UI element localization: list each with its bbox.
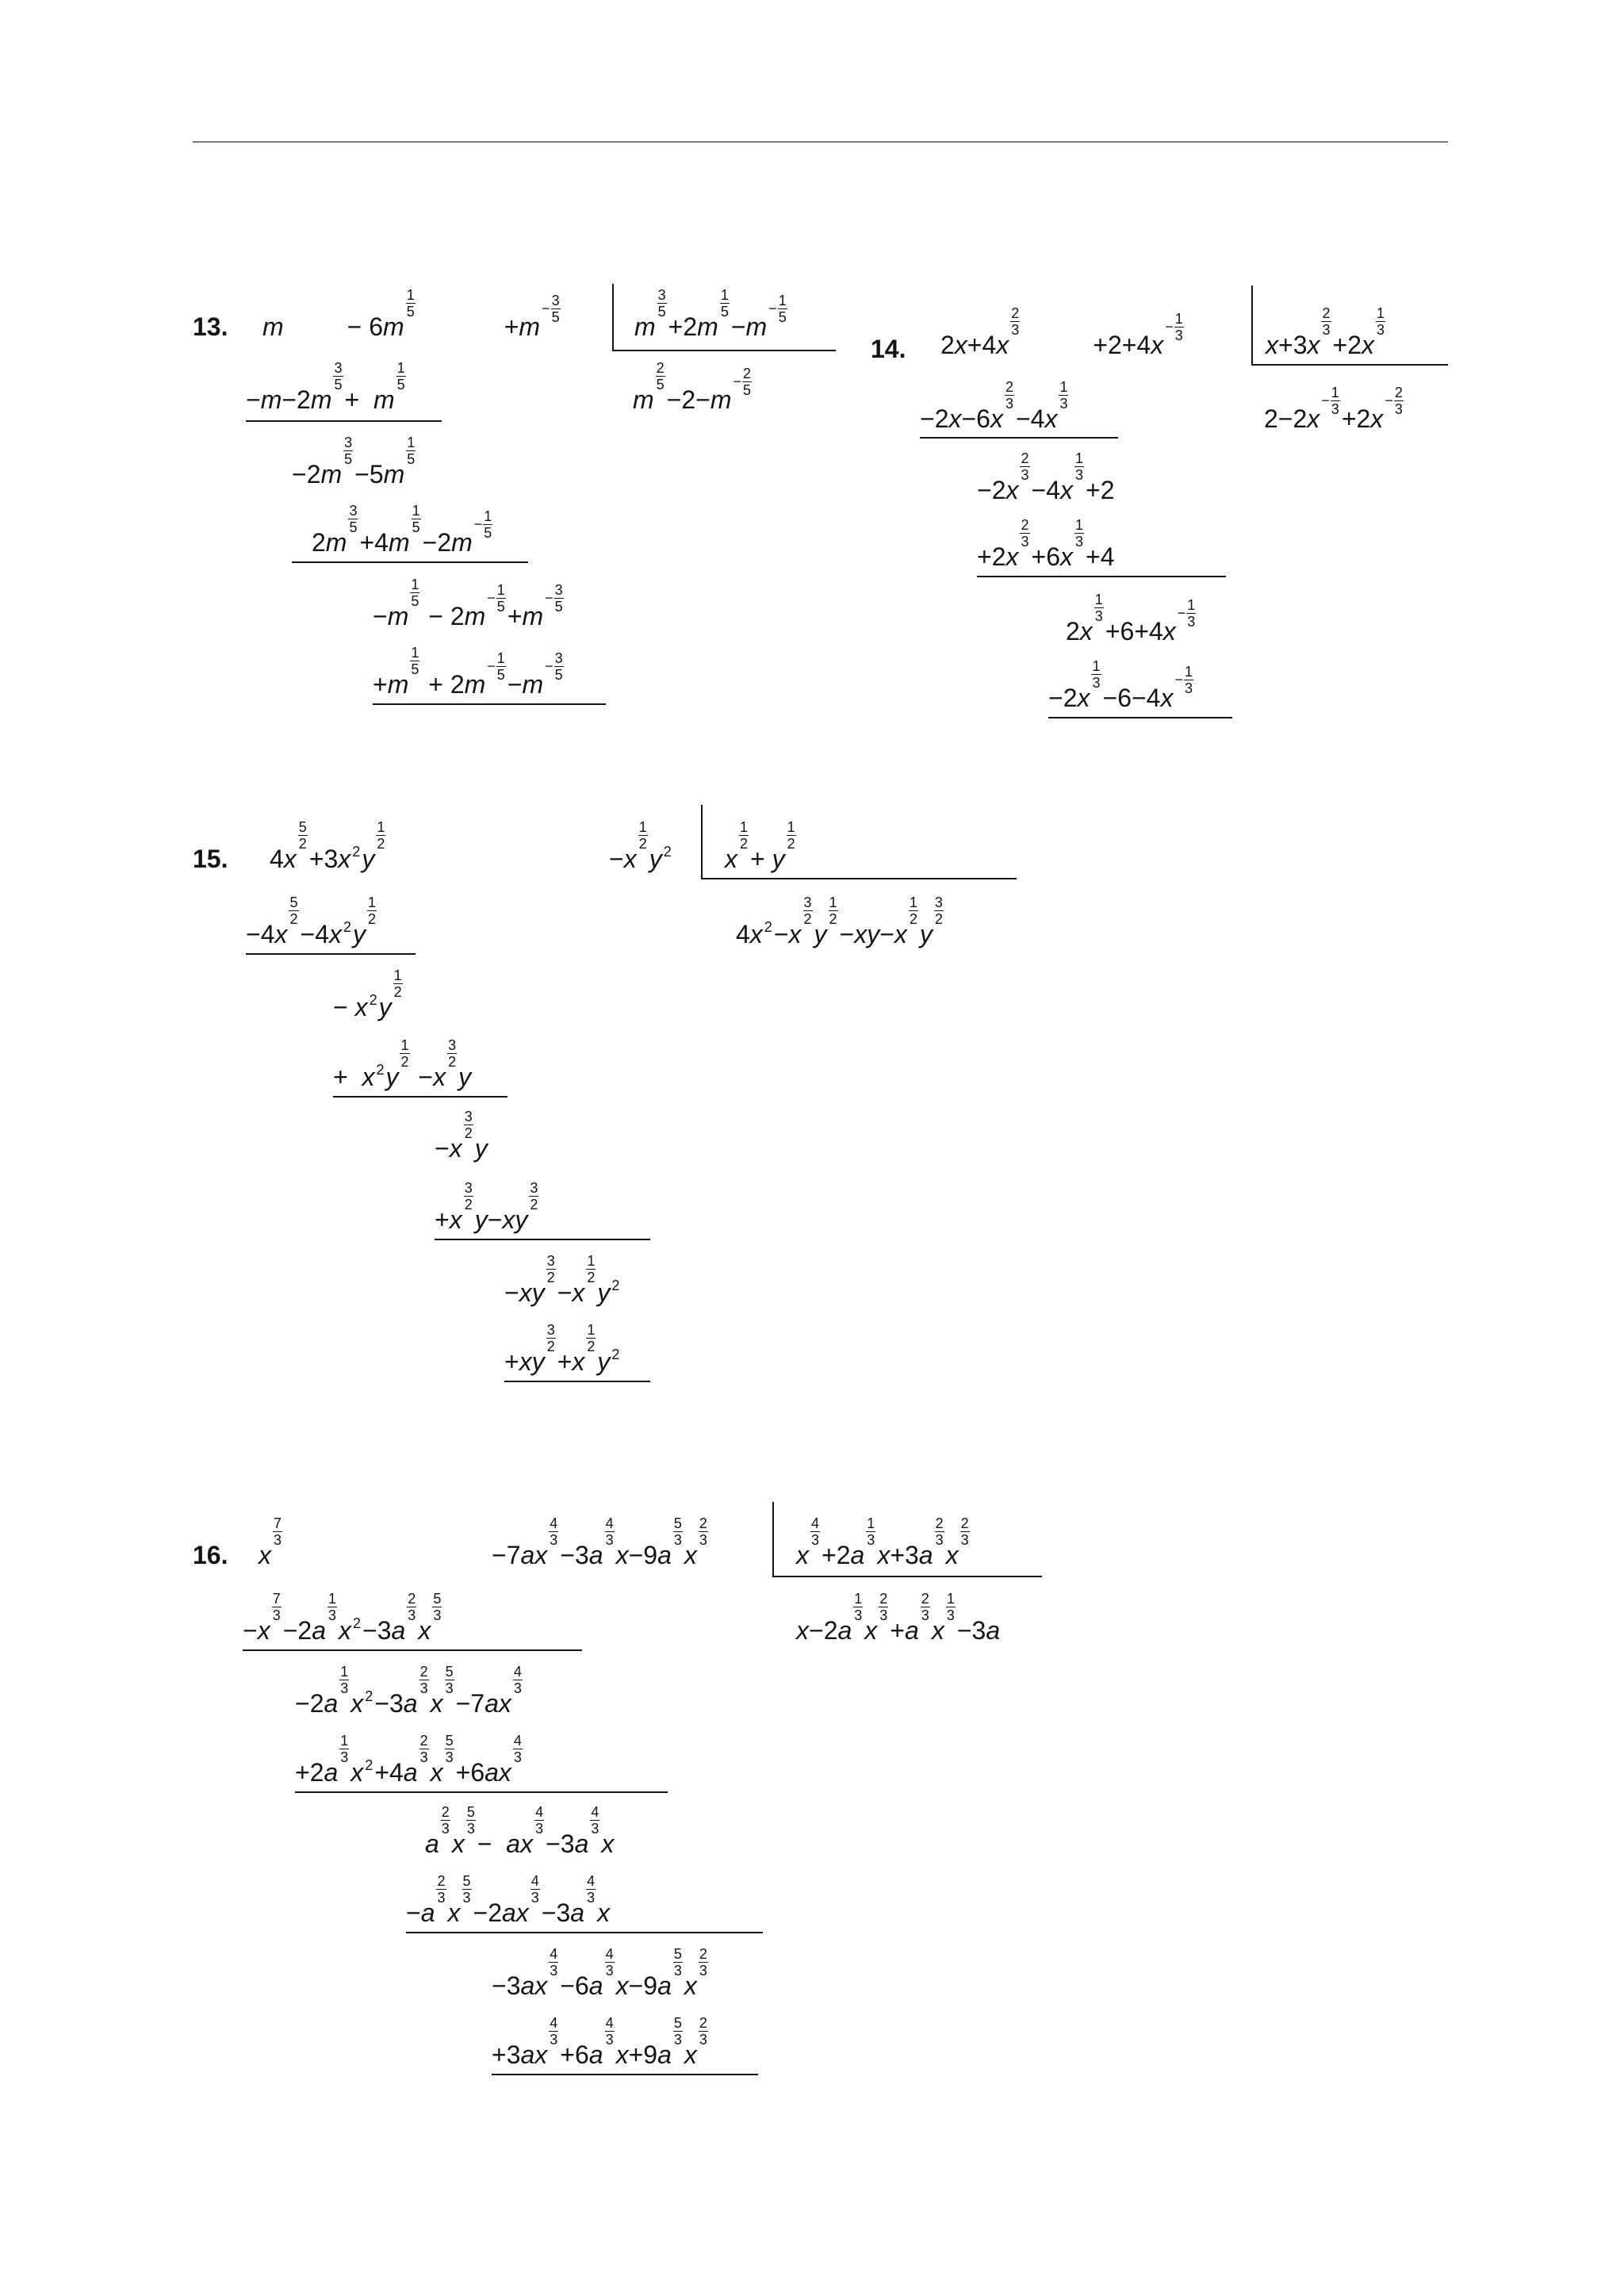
p13-line-1 [246,420,442,422]
p16-step-7: +3ax $\frac{4}{3}$ +6a $\frac{4}{3}$ x+9a $\frac{5}{3}$ x $\frac{2}{3}$ [492,2015,707,2069]
problem-13-number: 13. [193,312,228,341]
p16-dividend-rest: −7ax $\frac{4}{3}$ −3a $\frac{4}{3}$ x−9a $\frac{5}{3}$ x $\frac{2}{3}$ [492,1515,707,1569]
p16-line-4 [492,2074,758,2075]
p14-quotient-line [1251,364,1448,366]
p13-step-4: −m $\frac{1}{5}$ − 2m − $\frac{1}{5}$ +m − $\frac{3}{5}$ [373,577,563,630]
p14-division-bar [1251,285,1253,365]
p14-step-1: −2x−6x $\frac{2}{3}$ −4x $\frac{1}{3}$ [920,379,1068,433]
p14-divisor: x+3x $\frac{2}{3}$ +2x $\frac{1}{3}$ [1266,305,1385,359]
p13-quotient: m $\frac{2}{5}$ −2−m − $\frac{2}{5}$ [633,360,752,414]
p15-step-3: + x 2y $\frac{1}{2}$ −x $\frac{3}{2}$ y [333,1037,472,1091]
p16-line-1 [243,1649,582,1651]
p15-step-2: − x 2y $\frac{1}{2}$ [333,967,402,1021]
p15-step-1: −4x $\frac{5}{2}$ −4x 2y $\frac{1}{2}$ [246,895,377,948]
p15-step-6: −xy $\frac{3}{2}$ −x $\frac{1}{2}$ y 2 [504,1253,620,1307]
p14-line-3 [1048,717,1232,718]
p15-line-1 [246,953,416,955]
p14-step-3: +2x $\frac{2}{3}$ +6x $\frac{1}{3}$ +4 [977,517,1115,571]
p13-division-bar [612,284,614,351]
p14-line-1 [920,437,1118,439]
p16-step-4: a $\frac{2}{3}$ x $\frac{5}{3}$ − ax $\frac{4}{3}$ −3a $\frac{4}{3}$ x [425,1804,615,1858]
p16-quotient: x−2a $\frac{1}{3}$ x $\frac{2}{3}$ +a $\frac{2}{3}$ x $\frac{1}{3}$ −3a [796,1591,1001,1645]
problem-14-number: 14. [871,335,906,363]
p14-quotient: 2−2x − $\frac{1}{3}$ +2x − $\frac{2}{3}$ [1264,384,1403,433]
p16-step-2: −2a $\frac{1}{3}$ x 2−3a $\frac{2}{3}$ x $\frac{5}{3}$ −7ax $\frac{4}{3}$ [295,1664,522,1718]
p15-step-7: +xy $\frac{3}{2}$ +x $\frac{1}{2}$ y 2 [504,1322,620,1376]
p16-step-1: −x $\frac{7}{3}$ −2a $\frac{1}{3}$ x 2−3a $\frac{2}{3}$ x $\frac{5}{3}$ [243,1591,442,1645]
problem-15-number: 15. [193,845,228,873]
problem-16-number: 16. [193,1541,228,1569]
p13-line-3 [373,703,606,705]
p16-line-2 [295,1791,668,1793]
p16-line-3 [406,1932,763,1933]
p14-step-2: −2x $\frac{2}{3}$ −4x $\frac{1}{3}$ +2 [977,450,1115,504]
header-rule [193,141,1448,143]
p13-dividend: m − 6m $\frac{1}{5}$ +m − $\frac{3}{5}$ [262,287,560,341]
p16-dividend: x $\frac{7}{3}$ [259,1515,282,1569]
p15-divisor: x $\frac{1}{2}$ + y $\frac{1}{2}$ [725,819,795,873]
p14-step-4: 2x $\frac{1}{3}$ +6+4x − $\frac{1}{3}$ [1066,592,1196,646]
p16-division-bar [772,1502,774,1576]
p13-divisor: m $\frac{3}{5}$ +2m $\frac{1}{5}$ −m − $\frac{1}{5}$ [634,287,787,341]
p15-line-2 [333,1096,508,1098]
p15-quotient-line [701,878,1017,879]
p16-step-5: −a $\frac{2}{3}$ x $\frac{5}{3}$ −2ax $\frac{4}{3}$ −3a $\frac{4}{3}$ x [406,1873,611,1927]
p16-quotient-line [772,1576,1042,1577]
p13-step-5: +m $\frac{1}{5}$ + 2m − $\frac{1}{5}$ −m − $\frac{3}{5}$ [373,645,563,699]
p15-quotient: 4x 2−x $\frac{3}{2}$ y $\frac{1}{2}$ −xy−x $\frac{1}{2}$ y $\frac{3}{2}$ [736,895,943,948]
p15-line-4 [504,1381,650,1382]
p16-divisor: x $\frac{4}{3}$ +2a $\frac{1}{3}$ x+3a $\frac{2}{3}$ x $\frac{2}{3}$ [796,1515,969,1569]
p15-dividend: 4x $\frac{5}{2}$ +3x 2y $\frac{1}{2}$ [270,819,385,873]
p15-line-3 [435,1239,650,1240]
p14-step-5: −2x $\frac{1}{3}$ −6−4x − $\frac{1}{3}$ [1048,658,1193,712]
p13-step-2: −2m $\frac{3}{5}$ −5m $\frac{1}{5}$ [292,435,416,488]
p14-line-2 [977,576,1226,577]
p14-dividend: 2x+4x $\frac{2}{3}$ +2+4x − $\frac{1}{3}$ [940,305,1183,359]
p13-quotient-line [612,350,836,351]
p16-step-3: +2a $\frac{1}{3}$ x 2+4a $\frac{2}{3}$ x $\frac{5}{3}$ +6ax $\frac{4}{3}$ [295,1733,522,1787]
p13-step-1: −m−2m $\frac{3}{5}$ + m $\frac{1}{5}$ [246,360,405,414]
p15-step-4: −x $\frac{3}{2}$ y [435,1109,488,1163]
p13-step-3: 2m $\frac{3}{5}$ +4m $\frac{1}{5}$ −2m − $\frac{1}{5}$ [312,503,492,557]
p16-step-6: −3ax $\frac{4}{3}$ −6a $\frac{4}{3}$ x−9a $\frac{5}{3}$ x $\frac{2}{3}$ [492,1946,707,2000]
p15-dividend-last-term: −x $\frac{1}{2}$ y 2 [609,819,672,873]
p15-division-bar [701,805,703,879]
p13-line-2 [292,561,528,563]
p15-step-5: +x $\frac{3}{2}$ y−xy $\frac{3}{2}$ [435,1180,538,1234]
